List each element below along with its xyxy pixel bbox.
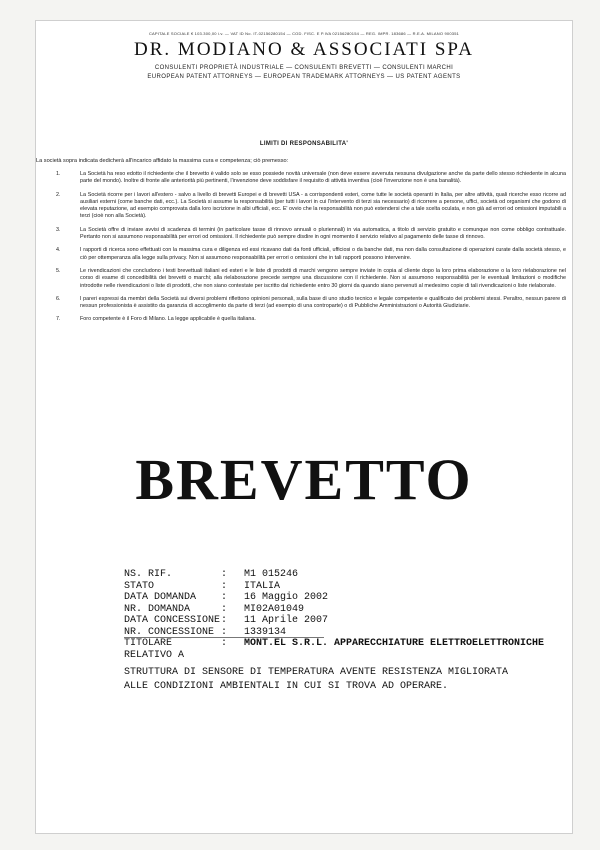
firm-subtitle-attorneys: EUROPEAN PATENT ATTORNEYS — EUROPEAN TRADEMARK ATTORNEYS — US PATENT AGENTS (147, 74, 461, 80)
clause-3 (56, 227, 566, 242)
clause-4 (56, 247, 566, 262)
detail-colon: : (221, 626, 228, 638)
clause-number: 5. (56, 267, 61, 274)
detail-value: ITALIA (244, 580, 281, 592)
detail-value: 1339134 (244, 626, 287, 638)
clause-text: I pareri espressi da membri della Società sui diversi problemi riflettono opinioni personali, sulla base di uno studio tecnico e legale competente e qualificato dei problemi stessi. Peraltro, nessun parere di nessun professionista è assistito da garanzia di accoglimento da parte di terzi (ad esempio di una controparte) o di Pubbliche Amministrazioni o Autorità Giudiziarie. (80, 295, 566, 310)
limitations-title: LIMITI DI RESPONSABILITA' (259, 141, 349, 147)
clause-number: 4. (56, 247, 61, 254)
clause-text: Le rivendicazioni che concludono i testi brevettuali italiani ed esteri e le liste di prodotti di marchi vengono sempre inviate in copia al cliente dopo la loro prima elaborazione o la loro rielaborazione nel corso di esame di concedibilità dei brevetti o marchi; alla rielaborazione precede sempre una discussione con il richiedente. Non si assumono responsabilità per le eventuali limitazioni o modifiche introdotte nelle rivendicazioni o liste di prodotti, che non siano contestate per iscritto dal richiedente entro 30 giorni da quando siano pervenuti al medesimo copie di tali rivendicazioni o liste rielaborate. (80, 267, 566, 289)
clause-number: 1. (56, 171, 61, 177)
clause-6 (56, 296, 566, 311)
detail-value: 16 Maggio 2002 (244, 592, 329, 603)
patent-description: STRUTTURA DI SENSORE DI TEMPERATURA AVENTE RESISTENZA MIGLIORATA ALLE CONDIZIONI AMBIENTALI IN CUI SI TROVA AD OPERARE. (124, 667, 509, 692)
detail-value: MONT.EL S.R.L. APPARECCHIATURE ELETTROELETTRONICHE (244, 638, 545, 649)
document-title: BREVETTO (135, 447, 473, 512)
clause-number: 6. (56, 295, 61, 302)
detail-label: TITOLARE (124, 638, 173, 649)
clause-7 (56, 316, 566, 323)
detail-label: NR. CONCESSIONE (124, 626, 215, 638)
clause-2 (56, 192, 566, 221)
detail-label: NS. RIF. (124, 569, 173, 580)
clause-1 (56, 171, 566, 186)
clause-text: Foro competente è il Foro di Milano. La legge applicabile è quella italiana. (80, 316, 256, 323)
detail-colon: : (221, 580, 228, 592)
clause-text: La Società ha reso edotto il richiedente che il brevetto è valido solo se esso possiede novità universale (non deve essere avvenuta nessuna divulgazione anche da parte dello stesso richiedente in alcuna parte del mondo). Inoltre di fronte alle anteriorità più pertinenti, l'invenzione deve soddisfare il requisito di attività inventiva (cioè l'invenzione non è una banalità). (80, 171, 566, 185)
detail-value: M1 015246 (244, 569, 299, 580)
detail-colon: : (221, 592, 228, 603)
clause-5 (56, 268, 566, 290)
limitations-intro: La società sopra indicata dedicherà all'incarico affidato la massima cura e competenza; ciò premesso: (36, 158, 289, 164)
detail-label: DATA DOMANDA (124, 592, 197, 603)
firm-subtitle-consultants: CONSULENTI PROPRIETÀ INDUSTRIALE — CONSULENTI BREVETTI — CONSULENTI MARCHI (154, 65, 454, 71)
patent-document-page (35, 20, 573, 834)
detail-colon: : (221, 603, 228, 615)
detail-value: MI02A01049 (244, 603, 305, 615)
clause-number: 3. (56, 226, 61, 233)
clause-text: I rapporti di ricerca sono effettuati con la massima cura e diligenza ed essi ricavano dati da fonti ufficiali, ufficiosi o da banche dati, ma non dalla consultazione di operazioni curate dalla società stesso, e ciò per ottemperanza alla legge sulla privacy. Non si assumono responsabilità per errori o omissioni che in tali rapporti possono intervenire. (80, 247, 566, 261)
detail-value: 11 Aprile 2007 (244, 615, 329, 626)
detail-colon: : (221, 638, 228, 649)
detail-label: STATO (124, 580, 155, 592)
detail-label: DATA CONCESSIONE (124, 615, 221, 626)
clause-text: La Società offre di inviare avvisi di scadenza di termini (in particolare tasse di rinnovo annuali o pluriennali) in via automatica, a titolo di servizio gratuito e comunque non come obbligo contrattuale. Pertanto non si assumono responsabilità per errori od omissioni. Il richiedente può sempre disdire in ogni momento il servizio relativo al pagamento delle tasse di rinnovo. (80, 226, 566, 241)
detail-colon: : (221, 569, 228, 580)
detail-label: RELATIVO A (124, 649, 185, 661)
detail-label: NR. DOMANDA (124, 603, 191, 615)
firm-name: DR. MODIANO & ASSOCIATI SPA (134, 39, 474, 60)
clause-number: 2. (56, 191, 61, 198)
clause-number: 7. (56, 316, 61, 323)
clause-text: La Società ricorre per i lavori all'estero - salvo a livello di brevetti Europei e di brevetti USA - a corrispondenti esteri, come tutte le società operanti in Italia, per altre attività, quali ricerche esso ricorre ad ausiliari esterni (come banche dati, ecc.). La Società si assume la responsabilità (per tutti i lavori in cui l'intervento di terzi sia necessario) di ricorrere a persone, uffici, società od organismi che godono di elevata reputazione, ad esempio comprovata dalla loro iscrizione in albi ufficiali, ecc. E' ovvio che la responsabilità non può estendersi che a tale scelta oculata, e non già ad errori od omissioni imputabili a terzi (cioè non alla Società). (80, 191, 566, 220)
company-registration-line: CAPITALE SOCIALE € 103.300,00 i.v. — VAT ID No. IT-02156280154 — COD. FISC. E P.IVA 02156280154 — REG. IMPR. 183686 — R.E.A. MILANO 900351 (148, 31, 460, 36)
limitations-clauses (56, 171, 566, 330)
detail-colon: : (221, 615, 228, 626)
